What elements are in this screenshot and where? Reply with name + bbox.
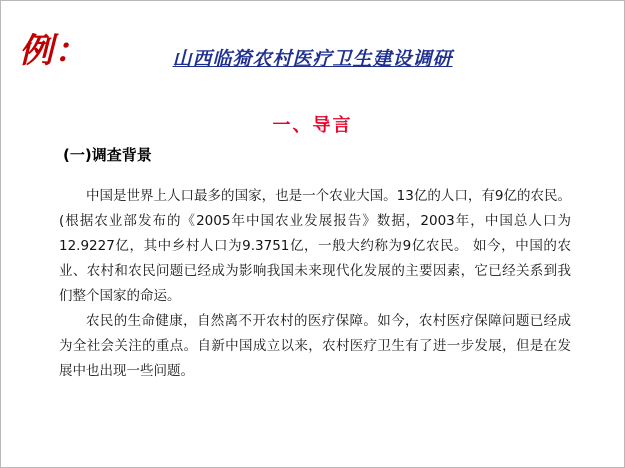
body-text-block	[59, 184, 571, 384]
paragraph: 中国是世界上人口最多的国家，也是一个农业大国。13亿的人口，有9亿的农民。(根据农业部发布的《2005年中国农业发展报告》数据，2003年，中国总人口为12.9227亿，其中乡村人口为9.3751亿，一般大约称为9亿农民。 如今，中国的农业、农村和农民问题已经成为影响我国未来现代化发展的主要因素，它已经关系到我们整个国家的命运。	[59, 188, 571, 304]
example-label: 例：	[19, 31, 89, 71]
document-title: 山西临猗农村医疗卫生建设调研	[172, 48, 453, 70]
paragraph: 农民的生命健康，自然离不开农村的医疗保障。如今，农村医疗保障问题已经成为全社会关注的重点。自新中国成立以来，农村医疗卫生有了进一步发展，但是在发展中也出现一些问题。	[59, 313, 571, 379]
section-heading: 一、导言	[272, 115, 353, 136]
subsection-heading: (一)调查背景	[63, 146, 152, 164]
